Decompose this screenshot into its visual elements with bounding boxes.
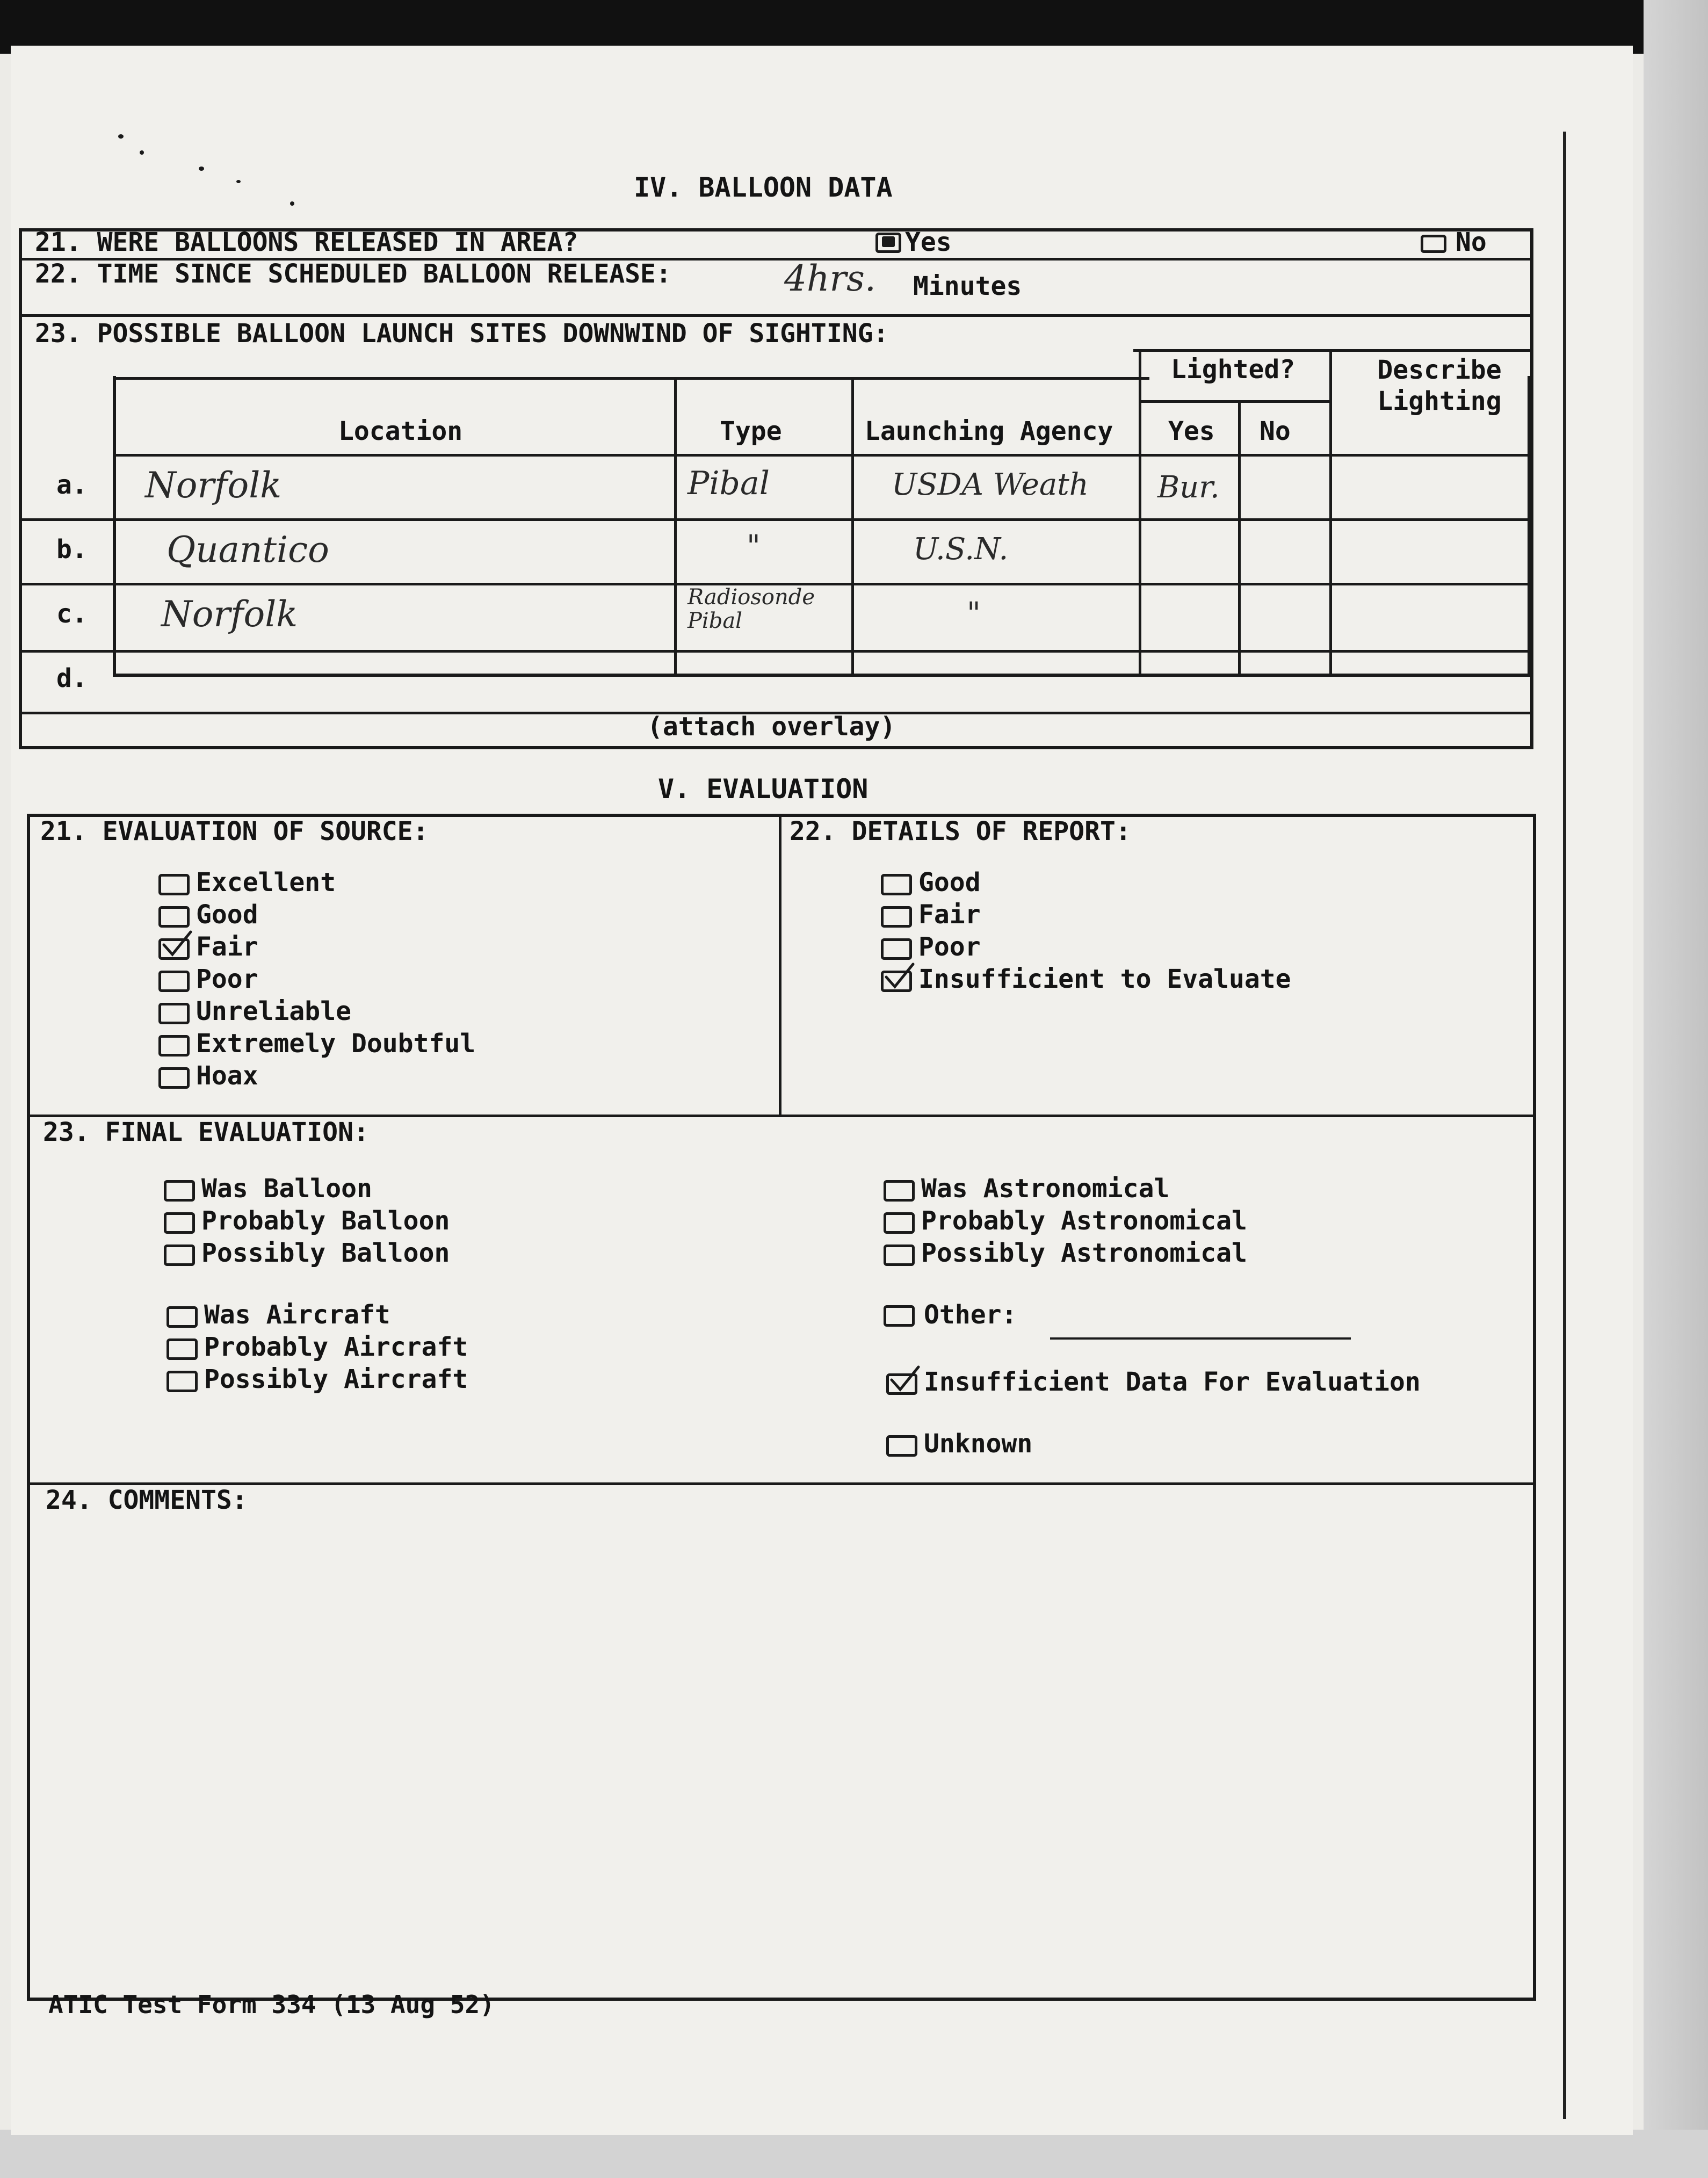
details-option-checkbox[interactable]: [881, 906, 912, 928]
final-option-label: Was Balloon: [201, 1174, 372, 1204]
header-lighted: Lighted?: [1171, 354, 1296, 385]
ink-speck: [290, 201, 294, 206]
lighted-top-line: [1133, 349, 1531, 352]
col-divider: [851, 377, 854, 677]
row-b-letter: b.: [56, 534, 88, 565]
source-option-checkbox[interactable]: [158, 906, 190, 928]
col-divider: [1238, 400, 1241, 677]
header-location: Location: [338, 416, 463, 446]
row-line: [19, 518, 1533, 521]
final-option-label: Was Aircraft: [204, 1300, 390, 1330]
source-option-label: Hoax: [196, 1061, 258, 1091]
source-option-checkbox[interactable]: [158, 1067, 190, 1089]
source-label: 21. EVALUATION OF SOURCE:: [40, 816, 429, 846]
q21-yes-label: Yes: [905, 227, 952, 257]
row-c-agency: ": [967, 596, 981, 631]
checkmark-icon: [883, 962, 910, 989]
q21-no-checkbox[interactable]: [1421, 235, 1446, 253]
row-d-letter: d.: [56, 663, 88, 693]
ink-speck: [199, 167, 204, 171]
row-c-letter: c.: [56, 599, 88, 629]
header-agency: Launching Agency: [865, 416, 1113, 446]
source-option-label: Excellent: [196, 867, 336, 898]
details-option-label: Good: [918, 867, 981, 898]
section-v-title: V. EVALUATION: [658, 773, 869, 805]
row-c-location: Norfolk: [161, 594, 298, 635]
source-option-label: Poor: [196, 964, 258, 994]
source-option-checkbox[interactable]: [158, 1035, 190, 1057]
page-edge-line: [1563, 132, 1566, 2119]
header-describe-lighting: Describe Lighting: [1377, 355, 1502, 416]
final-option-label: Was Astronomical: [921, 1174, 1170, 1204]
q23-label: 23. POSSIBLE BALLOON LAUNCH SITES DOWNWIND OF SIGHTING:: [35, 319, 889, 349]
final-option-checkbox[interactable]: [164, 1212, 195, 1234]
scan-border-bottom: [0, 2130, 1708, 2178]
source-option-label: Fair: [196, 932, 258, 962]
attach-overlay-note: (attach overlay): [647, 712, 896, 742]
col-divider: [674, 377, 677, 677]
final-option-label: Probably Aircraft: [204, 1332, 468, 1362]
final-option-label: Possibly Aircraft: [204, 1364, 468, 1394]
checkmark-icon: [888, 1365, 915, 1392]
ink-speck: [118, 134, 124, 139]
final-option-label: Insufficient Data For Evaluation: [924, 1367, 1421, 1397]
source-option-label: Unreliable: [196, 996, 351, 1026]
scan-border-right: [1644, 0, 1708, 2178]
final-option-label: Possibly Astronomical: [921, 1238, 1247, 1268]
col-divider: [779, 814, 781, 1117]
q22-unit: Minutes: [913, 271, 1022, 301]
col-divider: [1329, 349, 1332, 677]
row-a-letter: a.: [56, 470, 88, 500]
q21-yes-mark: [882, 236, 895, 247]
final-other-checkbox[interactable]: [884, 1305, 915, 1327]
row-b-type: ": [747, 529, 761, 564]
source-option-checkbox[interactable]: [158, 971, 190, 992]
table-top-line: [113, 377, 1149, 380]
final-option-checkbox[interactable]: [884, 1180, 915, 1202]
form-number: ATIC Test Form 334 (13 Aug 52): [48, 1990, 495, 2019]
comments-area[interactable]: [54, 1528, 1504, 1969]
final-option-label: Probably Astronomical: [921, 1206, 1247, 1236]
final-option-checkbox[interactable]: [886, 1435, 917, 1457]
details-label: 22. DETAILS OF REPORT:: [790, 816, 1131, 846]
ink-speck: [140, 150, 144, 155]
row-b-agency: U.S.N.: [913, 532, 1009, 567]
final-option-checkbox[interactable]: [167, 1338, 198, 1360]
row-b-location: Quantico: [167, 529, 329, 570]
details-option-checkbox[interactable]: [881, 938, 912, 960]
source-option-label: Extremely Doubtful: [196, 1029, 476, 1059]
row-a-location: Norfolk: [145, 465, 282, 506]
q22-value: 4hrs.: [784, 258, 876, 299]
checkmark-icon: [161, 930, 187, 957]
final-option-checkbox[interactable]: [167, 1306, 198, 1328]
q21-label: 21. WERE BALLOONS RELEASED IN AREA?: [35, 227, 578, 257]
details-option-label: Fair: [918, 900, 981, 930]
q22-label: 22. TIME SINCE SCHEDULED BALLOON RELEASE:: [35, 259, 671, 289]
ink-speck: [236, 180, 241, 183]
details-option-checkbox[interactable]: [881, 874, 912, 895]
final-option-label: Probably Balloon: [201, 1206, 450, 1236]
source-option-label: Good: [196, 900, 258, 930]
form-page: [11, 46, 1633, 2135]
header-lighted-no: No: [1260, 416, 1291, 446]
final-other-label: Other:: [924, 1300, 1017, 1330]
row-c-type: Radiosonde Pibal: [687, 585, 815, 633]
final-option-checkbox[interactable]: [884, 1212, 915, 1234]
row-a-type: Pibal: [687, 465, 770, 502]
source-option-checkbox[interactable]: [158, 874, 190, 895]
final-option-label: Unknown: [924, 1429, 1033, 1459]
final-option-checkbox[interactable]: [164, 1244, 195, 1266]
q21-no-label: No: [1456, 227, 1487, 257]
header-type: Type: [720, 416, 782, 446]
final-option-checkbox[interactable]: [167, 1371, 198, 1392]
source-option-checkbox[interactable]: [158, 1003, 190, 1024]
section-iv-title: IV. BALLOON DATA: [634, 172, 893, 203]
lighted-sub-line: [1139, 400, 1329, 403]
details-option-label: Poor: [918, 932, 981, 962]
row-a-agency: USDA Weath: [892, 467, 1089, 502]
row-line: [19, 650, 1533, 653]
final-other-line[interactable]: [1050, 1337, 1351, 1340]
final-option-checkbox[interactable]: [884, 1244, 915, 1266]
details-option-label: Insufficient to Evaluate: [918, 964, 1291, 994]
header-bottom-line: [113, 454, 1531, 457]
final-option-checkbox[interactable]: [164, 1180, 195, 1202]
row-a-lighted-yes: Bur.: [1157, 470, 1220, 505]
final-label: 23. FINAL EVALUATION:: [43, 1117, 369, 1147]
final-option-label: Possibly Balloon: [201, 1238, 450, 1268]
divider: [19, 314, 1533, 317]
comments-label: 24. COMMENTS:: [46, 1485, 248, 1515]
row-line: [27, 1482, 1536, 1485]
header-lighted-yes: Yes: [1168, 416, 1215, 446]
col-divider: [1139, 349, 1141, 677]
